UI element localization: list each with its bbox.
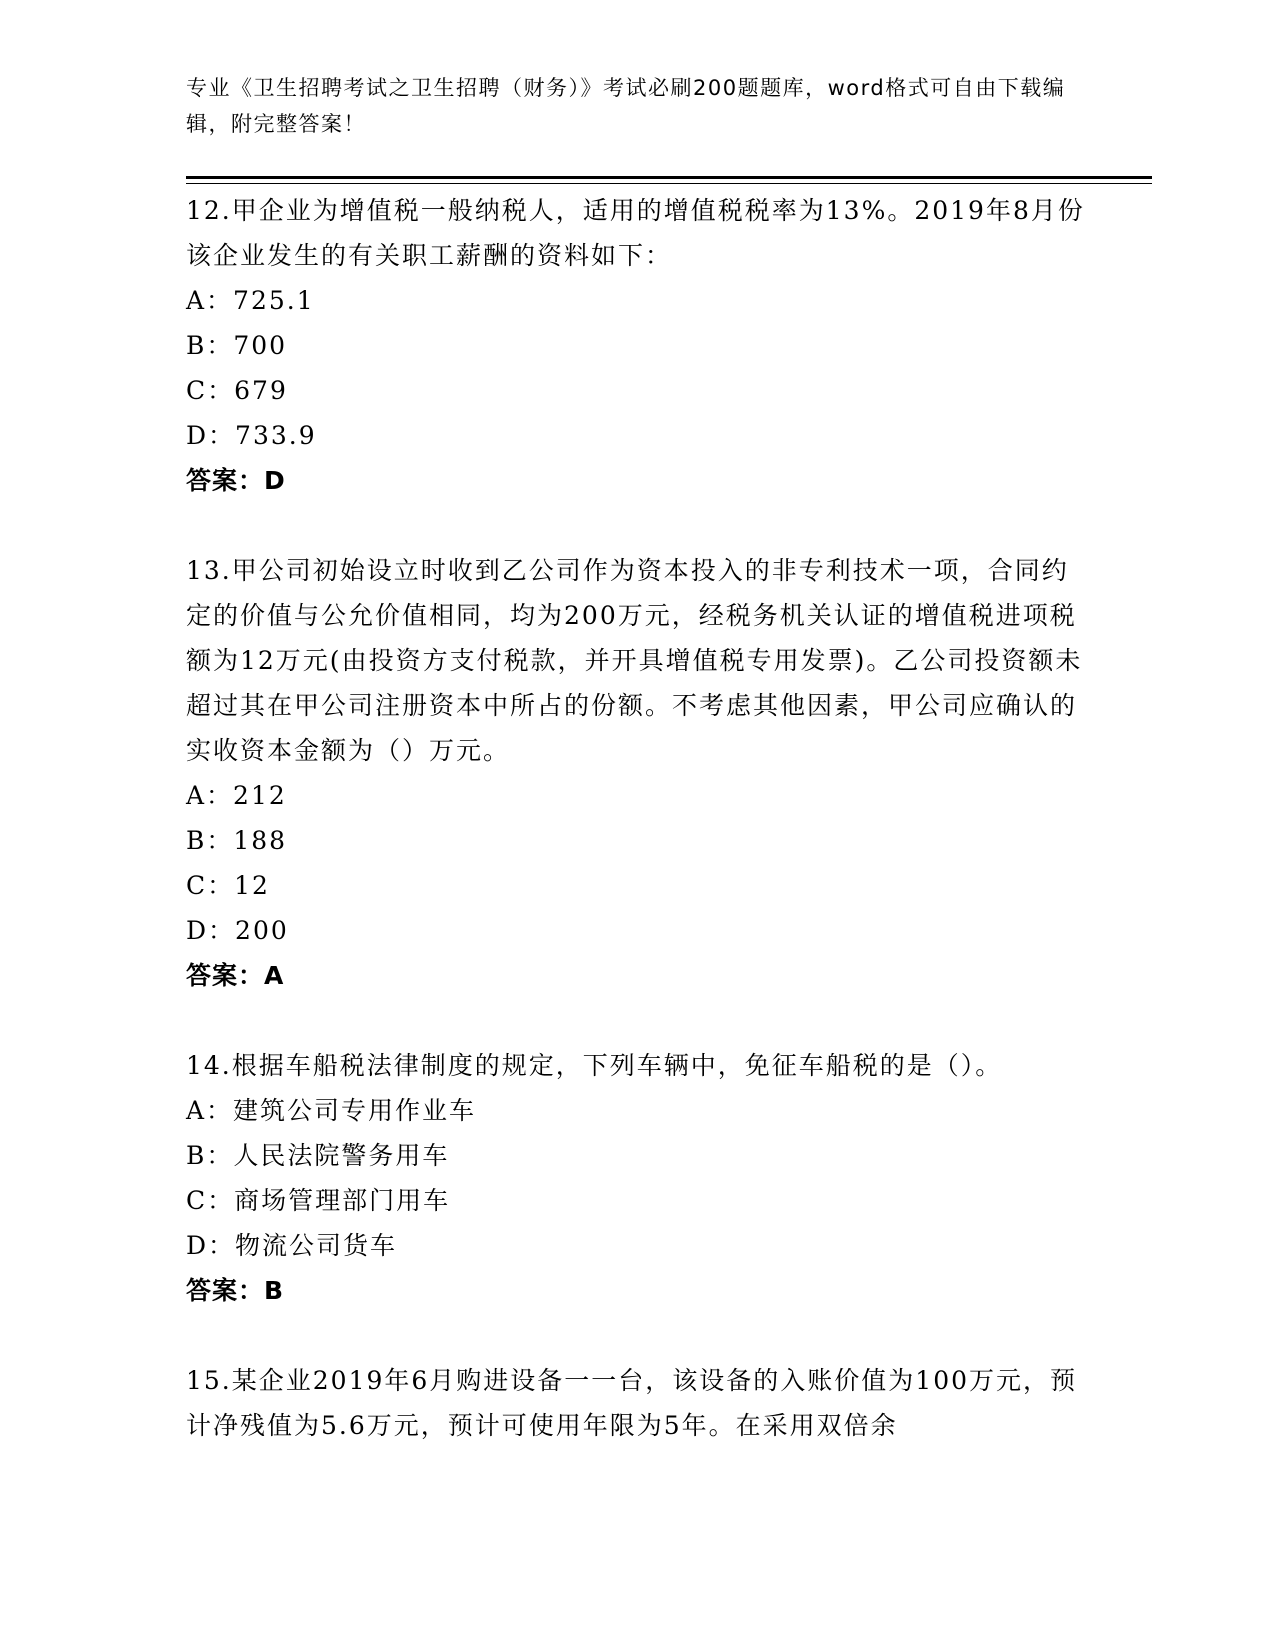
answer-label: 答案：B xyxy=(186,1276,285,1305)
option-b: B：188 xyxy=(186,826,288,855)
answer-label: 答案：A xyxy=(186,961,285,990)
option-b: B：人民法院警务用车 xyxy=(186,1141,450,1170)
option-c: C：679 xyxy=(186,376,288,405)
answer-label: 答案：D xyxy=(186,466,286,495)
question-stem: 12.甲企业为增值税一般纳税人，适用的增值税税率为13%。2019年8月份该企业发生的有关职工薪酬的资料如下： xyxy=(186,196,1085,270)
question-13 xyxy=(186,548,1086,998)
option-d: D：200 xyxy=(186,916,289,945)
option-d: D：物流公司货车 xyxy=(186,1231,398,1260)
question-stem: 14.根据车船税法律制度的规定，下列车辆中，免征车船税的是（）。 xyxy=(186,1051,1003,1080)
header-rule-thick xyxy=(186,176,1152,179)
option-c: C：商场管理部门用车 xyxy=(186,1186,451,1215)
question-14 xyxy=(186,1043,1086,1313)
option-c: C：12 xyxy=(186,871,270,900)
question-12 xyxy=(186,188,1086,503)
question-stem: 15.某企业2019年6月购进设备一一台，该设备的入账价值为100万元，预计净残值为5.6万元，预计可使用年限为5年。在采用双倍余 xyxy=(186,1366,1078,1440)
question-stem: 13.甲公司初始设立时收到乙公司作为资本投入的非专利技术一项，合同约定的价值与公允价值相同，均为200万元，经税务机关认证的增值税进项税额为12万元(由投资方支付税款，并开具增值税专用发票)。乙公司投资额未超过其在甲公司注册资本中所占的份额。不考虑其他因素，甲公司应确认的实收资本金额为（）万元。 xyxy=(186,556,1083,765)
option-a: A：建筑公司专用作业车 xyxy=(186,1096,477,1125)
option-a: A：212 xyxy=(186,781,287,810)
question-15 xyxy=(186,1358,1086,1448)
option-b: B：700 xyxy=(186,331,288,360)
question-list xyxy=(186,188,1086,1448)
header-rule-thin xyxy=(186,183,1152,184)
option-d: D：733.9 xyxy=(186,421,317,450)
document-header: 专业《卫生招聘考试之卫生招聘（财务）》考试必刷200题题库，word格式可自由下载编辑，附完整答案！ xyxy=(186,76,1066,136)
option-a: A：725.1 xyxy=(186,286,315,315)
